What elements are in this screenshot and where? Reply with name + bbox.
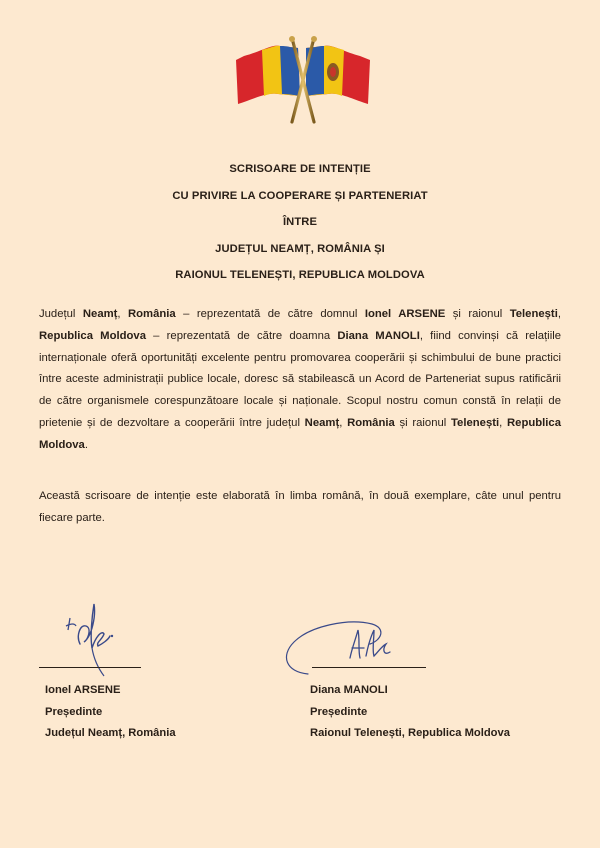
signatory-left-name: Ionel ARSENE: [45, 684, 121, 696]
signatory-left: [45, 680, 176, 745]
signature-right-icon: [278, 612, 404, 682]
text-run: și raionul: [445, 308, 510, 320]
text-run: și raionul: [394, 416, 451, 429]
bold-text-run: România: [347, 416, 395, 429]
title-line-1: SCRISOARE DE INTENȚIE: [229, 163, 371, 175]
text-run: ,: [339, 416, 348, 429]
signature-line-left: [39, 667, 141, 668]
bold-text-run: Diana MANOLI: [337, 329, 420, 342]
signatory-right-role: Președinte: [310, 705, 368, 718]
crossed-flags-emblem-icon: [232, 34, 374, 126]
text-run: – reprezentată de către doamna: [146, 329, 338, 342]
signatory-left-role: Președinte: [45, 705, 103, 718]
title-line-4: JUDEȚUL NEAMȚ, ROMÂNIA ȘI: [215, 242, 385, 255]
bold-text-run: Neamț: [82, 308, 118, 320]
bold-text-run: Telenești: [509, 308, 558, 320]
signatory-right-entity: Raionul Telenești, Republica Moldova: [310, 727, 510, 739]
text-run: ,: [117, 308, 128, 320]
title-line-5: RAIONUL TELENEȘTI, REPUBLICA MOLDOVA: [175, 269, 425, 281]
title-line-2: CU PRIVIRE LA COOPERARE ȘI PARTENERIAT: [172, 189, 428, 202]
bold-text-run: Republica Moldova: [39, 416, 561, 451]
document-title: [60, 156, 540, 289]
bold-text-run: Ionel ARSENE: [364, 308, 446, 320]
romania-flag-icon: [236, 46, 302, 108]
bold-text-run: România: [128, 308, 176, 320]
bold-text-run: Neamț: [304, 416, 340, 429]
text-run: Județul: [39, 308, 83, 320]
signature-line-right: [312, 667, 426, 668]
paragraph-main: [39, 304, 561, 457]
text-run: ,: [557, 308, 561, 320]
signatory-left-entity: Județul Neamț, România: [45, 727, 176, 739]
signatory-right: [310, 680, 510, 745]
text-run: ,: [499, 416, 507, 429]
text-run: – reprezentată de către domnul: [175, 308, 365, 320]
text-run: .: [84, 438, 88, 451]
title-line-3: ÎNTRE: [282, 216, 318, 228]
bold-text-run: Telenești: [451, 416, 500, 429]
bold-text-run: Republica Moldova: [39, 329, 146, 342]
text-run: , fiind convinși că relațiile internaționale oferă oportunități excelente pentru promovarea cooperării și schimbului de bune practici între aceste administrații publice locale, doresc să stabilească un Acord de Parteneriat supus ratificării de către organismele corespunzătoare locale și naționale. Scopul nostru comun constă în relații de prietenie și de dezvoltare a cooperării între județul: [39, 329, 561, 429]
signatory-right-name: Diana MANOLI: [310, 684, 388, 696]
paragraph-closing: Această scrisoare de intenție este elaborată în limba română, în două exemplare, câte unul pentru fiecare parte.: [39, 490, 561, 524]
moldova-flag-icon: [306, 46, 370, 104]
